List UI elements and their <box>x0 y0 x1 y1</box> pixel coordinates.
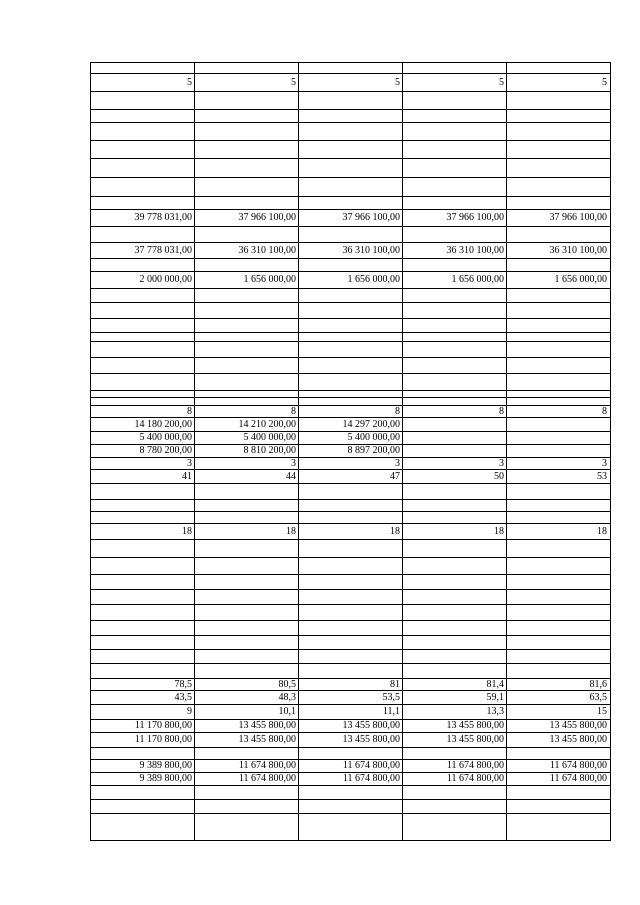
table-cell: 5 <box>187 77 192 88</box>
table-cell: 13 455 800,00 <box>549 734 607 745</box>
table-cell: 14 180 200,00 <box>134 419 192 430</box>
table-cell <box>507 605 610 621</box>
table-cell: 11 674 800,00 <box>549 773 607 784</box>
table-cell: 13 455 800,00 <box>342 734 400 745</box>
table-cell: 36 310 100,00 <box>549 245 607 256</box>
table-cell: 11 170 800,00 <box>134 720 192 731</box>
table-cell: 3 <box>187 458 192 469</box>
table-cell <box>195 178 299 197</box>
table-cell: 9 <box>187 706 192 717</box>
table-cell <box>507 636 610 650</box>
table-row <box>91 575 610 590</box>
table-cell <box>195 319 299 333</box>
table-cell <box>507 786 610 800</box>
table-row <box>91 374 610 391</box>
table-cell <box>299 159 403 178</box>
table-cell: 18 <box>390 526 400 537</box>
table-cell: 8 <box>187 406 192 417</box>
table-row <box>91 358 610 374</box>
table-cell <box>299 484 403 500</box>
table-cell <box>195 342 299 358</box>
table-cell <box>507 374 610 391</box>
table-cell <box>507 800 610 814</box>
table-cell <box>91 374 195 391</box>
table-cell: 9 389 800,00 <box>139 760 192 771</box>
table-cell <box>403 800 507 814</box>
table-cell: 11 674 800,00 <box>446 760 504 771</box>
table-row <box>91 800 610 814</box>
table-cell <box>195 227 299 243</box>
table-cell <box>299 590 403 605</box>
table-cell <box>91 289 195 303</box>
table-cell <box>507 664 610 679</box>
table-cell: 81,6 <box>589 679 607 690</box>
table-cell: 14 297 200,00 <box>342 419 400 430</box>
table-cell <box>195 141 299 159</box>
table-cell <box>195 575 299 590</box>
table-cell: 36 310 100,00 <box>238 245 296 256</box>
table-row <box>91 814 610 840</box>
table-row <box>91 123 610 141</box>
table-cell <box>403 540 507 558</box>
table-cell <box>91 227 195 243</box>
table-cell <box>195 358 299 374</box>
table-cell: 8 <box>602 406 607 417</box>
table-cell <box>91 590 195 605</box>
table-row <box>91 74 610 92</box>
table-cell <box>91 342 195 358</box>
table-cell: 8 810 200,00 <box>243 445 296 456</box>
table-row <box>91 470 610 484</box>
table-cell <box>299 289 403 303</box>
table-cell: 8 <box>395 406 400 417</box>
table-cell: 78,5 <box>174 679 192 690</box>
table-row <box>91 558 610 575</box>
table-cell: 5 400 000,00 <box>243 432 296 443</box>
data-table <box>90 62 611 841</box>
table-cell: 81 <box>390 679 400 690</box>
table-cell: 5 400 000,00 <box>139 432 192 443</box>
table-cell <box>195 814 299 840</box>
table-cell <box>507 418 610 432</box>
table-row <box>91 664 610 679</box>
table-cell <box>299 227 403 243</box>
table-cell: 8 897 200,00 <box>347 445 400 456</box>
table-cell <box>91 178 195 197</box>
table-cell <box>507 484 610 500</box>
table-cell: 39 778 031,00 <box>134 212 192 223</box>
table-cell: 37 966 100,00 <box>446 212 504 223</box>
table-cell <box>403 303 507 319</box>
table-cell <box>507 814 610 840</box>
table-cell: 1 656 000,00 <box>347 274 400 285</box>
table-cell <box>507 303 610 319</box>
table-cell <box>91 319 195 333</box>
table-cell <box>403 141 507 159</box>
table-cell: 18 <box>286 526 296 537</box>
table-cell <box>403 575 507 590</box>
table-cell <box>91 814 195 840</box>
table-cell: 2 000 000,00 <box>139 274 192 285</box>
table-cell <box>299 319 403 333</box>
table-cell <box>403 374 507 391</box>
table-cell <box>195 786 299 800</box>
table-row <box>91 141 610 159</box>
table-cell <box>403 636 507 650</box>
table-cell: 1 656 000,00 <box>243 274 296 285</box>
table-cell: 37 966 100,00 <box>238 212 296 223</box>
table-cell <box>403 621 507 636</box>
table-cell <box>299 342 403 358</box>
table-cell <box>195 159 299 178</box>
table-cell <box>195 92 299 110</box>
table-row <box>91 92 610 110</box>
table-cell <box>91 484 195 500</box>
table-cell: 8 <box>499 406 504 417</box>
table-cell: 11,1 <box>382 706 400 717</box>
table-cell: 5 <box>499 77 504 88</box>
table-cell <box>403 227 507 243</box>
table-cell: 3 <box>291 458 296 469</box>
table-cell <box>299 575 403 590</box>
table-cell <box>195 558 299 575</box>
table-cell <box>91 621 195 636</box>
table-row <box>91 621 610 636</box>
table-cell <box>507 227 610 243</box>
table-row <box>91 540 610 558</box>
table-cell <box>91 650 195 664</box>
table-cell <box>91 575 195 590</box>
table-cell <box>299 621 403 636</box>
table-cell <box>91 303 195 319</box>
table-cell <box>195 374 299 391</box>
table-cell <box>195 636 299 650</box>
table-cell <box>507 575 610 590</box>
table-row <box>91 786 610 800</box>
table-row <box>91 590 610 605</box>
table-cell: 3 <box>499 458 504 469</box>
table-cell <box>507 92 610 110</box>
table-cell: 8 780 200,00 <box>139 445 192 456</box>
table-row <box>91 733 610 748</box>
table-cell <box>91 92 195 110</box>
table-cell: 11 674 800,00 <box>342 760 400 771</box>
table-cell: 13 455 800,00 <box>446 734 504 745</box>
table-cell: 5 <box>602 77 607 88</box>
table-cell <box>299 303 403 319</box>
table-cell: 37 778 031,00 <box>134 245 192 256</box>
table-cell <box>299 636 403 650</box>
table-cell: 18 <box>182 526 192 537</box>
table-cell: 36 310 100,00 <box>342 245 400 256</box>
table-cell: 15 <box>597 706 607 717</box>
table-cell <box>299 558 403 575</box>
table-row <box>91 650 610 664</box>
table-cell: 13 455 800,00 <box>238 734 296 745</box>
table-cell <box>403 484 507 500</box>
table-cell <box>91 141 195 159</box>
table-cell <box>195 540 299 558</box>
table-cell: 11 170 800,00 <box>134 734 192 745</box>
table-cell <box>403 178 507 197</box>
table-cell <box>507 342 610 358</box>
table-cell <box>299 605 403 621</box>
table-cell: 8 <box>291 406 296 417</box>
table-cell <box>403 319 507 333</box>
table-cell <box>507 358 610 374</box>
table-row <box>91 319 610 333</box>
table-cell <box>299 123 403 141</box>
table-cell <box>91 558 195 575</box>
table-cell <box>299 814 403 840</box>
table-cell: 18 <box>597 526 607 537</box>
table-cell: 1 656 000,00 <box>451 274 504 285</box>
table-cell: 53,5 <box>382 692 400 703</box>
table-cell: 50 <box>494 471 504 482</box>
table-cell: 13 455 800,00 <box>549 720 607 731</box>
table-cell: 37 966 100,00 <box>342 212 400 223</box>
table-cell <box>195 289 299 303</box>
table-cell: 80,5 <box>278 679 296 690</box>
table-cell <box>403 418 507 432</box>
table-cell: 9 389 800,00 <box>139 773 192 784</box>
table-cell: 18 <box>494 526 504 537</box>
table-row <box>91 636 610 650</box>
table-cell <box>91 800 195 814</box>
table-row <box>91 605 610 621</box>
table-cell: 41 <box>182 471 192 482</box>
table-cell <box>91 786 195 800</box>
table-cell <box>299 374 403 391</box>
table-cell <box>195 650 299 664</box>
table-cell: 10,1 <box>278 706 296 717</box>
table-cell <box>403 664 507 679</box>
table-cell <box>507 159 610 178</box>
table-cell <box>299 358 403 374</box>
table-cell <box>507 141 610 159</box>
table-cell: 13,3 <box>486 706 504 717</box>
table-cell <box>91 358 195 374</box>
table-row <box>91 705 610 720</box>
table-cell: 13 455 800,00 <box>342 720 400 731</box>
table-cell: 81,4 <box>486 679 504 690</box>
table-row <box>91 691 610 705</box>
table-cell <box>403 289 507 303</box>
table-cell: 47 <box>390 471 400 482</box>
table-cell <box>403 159 507 178</box>
table-cell: 44 <box>286 471 296 482</box>
table-cell: 5 400 000,00 <box>347 432 400 443</box>
table-cell: 48,3 <box>278 692 296 703</box>
table-cell <box>299 650 403 664</box>
table-row <box>91 289 610 303</box>
table-cell <box>507 178 610 197</box>
table-row <box>91 418 610 432</box>
table-cell <box>91 636 195 650</box>
table-cell <box>507 540 610 558</box>
table-cell <box>91 540 195 558</box>
table-cell <box>403 605 507 621</box>
table-row <box>91 303 610 319</box>
table-cell: 14 210 200,00 <box>238 419 296 430</box>
table-cell: 5 <box>395 77 400 88</box>
table-row <box>91 243 610 259</box>
table-cell: 37 966 100,00 <box>549 212 607 223</box>
table-cell: 11 674 800,00 <box>446 773 504 784</box>
table-cell <box>403 358 507 374</box>
table-cell <box>195 621 299 636</box>
table-row <box>91 227 610 243</box>
table-row <box>91 210 610 227</box>
table-cell <box>195 123 299 141</box>
table-cell <box>299 800 403 814</box>
table-cell <box>507 590 610 605</box>
table-cell <box>195 303 299 319</box>
table-cell: 63,5 <box>589 692 607 703</box>
table-cell <box>299 786 403 800</box>
table-cell <box>299 540 403 558</box>
table-cell <box>403 814 507 840</box>
table-row <box>91 159 610 178</box>
table-cell <box>507 319 610 333</box>
table-cell <box>299 664 403 679</box>
table-cell: 5 <box>291 77 296 88</box>
table-cell <box>195 590 299 605</box>
table-cell <box>507 123 610 141</box>
table-cell <box>195 484 299 500</box>
table-cell <box>507 621 610 636</box>
table-row <box>91 484 610 500</box>
table-row <box>91 342 610 358</box>
table-cell <box>403 123 507 141</box>
table-cell <box>195 605 299 621</box>
table-cell: 43,5 <box>174 692 192 703</box>
table-cell <box>403 590 507 605</box>
table-cell <box>299 178 403 197</box>
table-cell <box>91 123 195 141</box>
table-cell <box>507 558 610 575</box>
table-row <box>91 524 610 540</box>
table-cell <box>91 664 195 679</box>
table-cell <box>195 800 299 814</box>
table-cell <box>195 664 299 679</box>
table-cell <box>91 605 195 621</box>
table-cell <box>403 342 507 358</box>
table-cell <box>507 289 610 303</box>
table-cell: 11 674 800,00 <box>238 773 296 784</box>
table-cell: 36 310 100,00 <box>446 245 504 256</box>
table-cell: 59,1 <box>486 692 504 703</box>
table-cell <box>403 92 507 110</box>
table-cell: 11 674 800,00 <box>238 760 296 771</box>
table-cell <box>403 650 507 664</box>
table-cell <box>299 92 403 110</box>
table-cell: 53 <box>597 471 607 482</box>
table-cell <box>507 650 610 664</box>
table-cell: 11 674 800,00 <box>342 773 400 784</box>
table-cell: 3 <box>395 458 400 469</box>
table-cell <box>403 786 507 800</box>
table-cell: 11 674 800,00 <box>549 760 607 771</box>
table-row <box>91 272 610 289</box>
table-cell: 1 656 000,00 <box>554 274 607 285</box>
table-cell: 3 <box>602 458 607 469</box>
table-cell <box>403 558 507 575</box>
table-cell: 13 455 800,00 <box>446 720 504 731</box>
table-cell <box>299 141 403 159</box>
table-cell <box>91 159 195 178</box>
table-cell: 13 455 800,00 <box>238 720 296 731</box>
table-row <box>91 178 610 197</box>
